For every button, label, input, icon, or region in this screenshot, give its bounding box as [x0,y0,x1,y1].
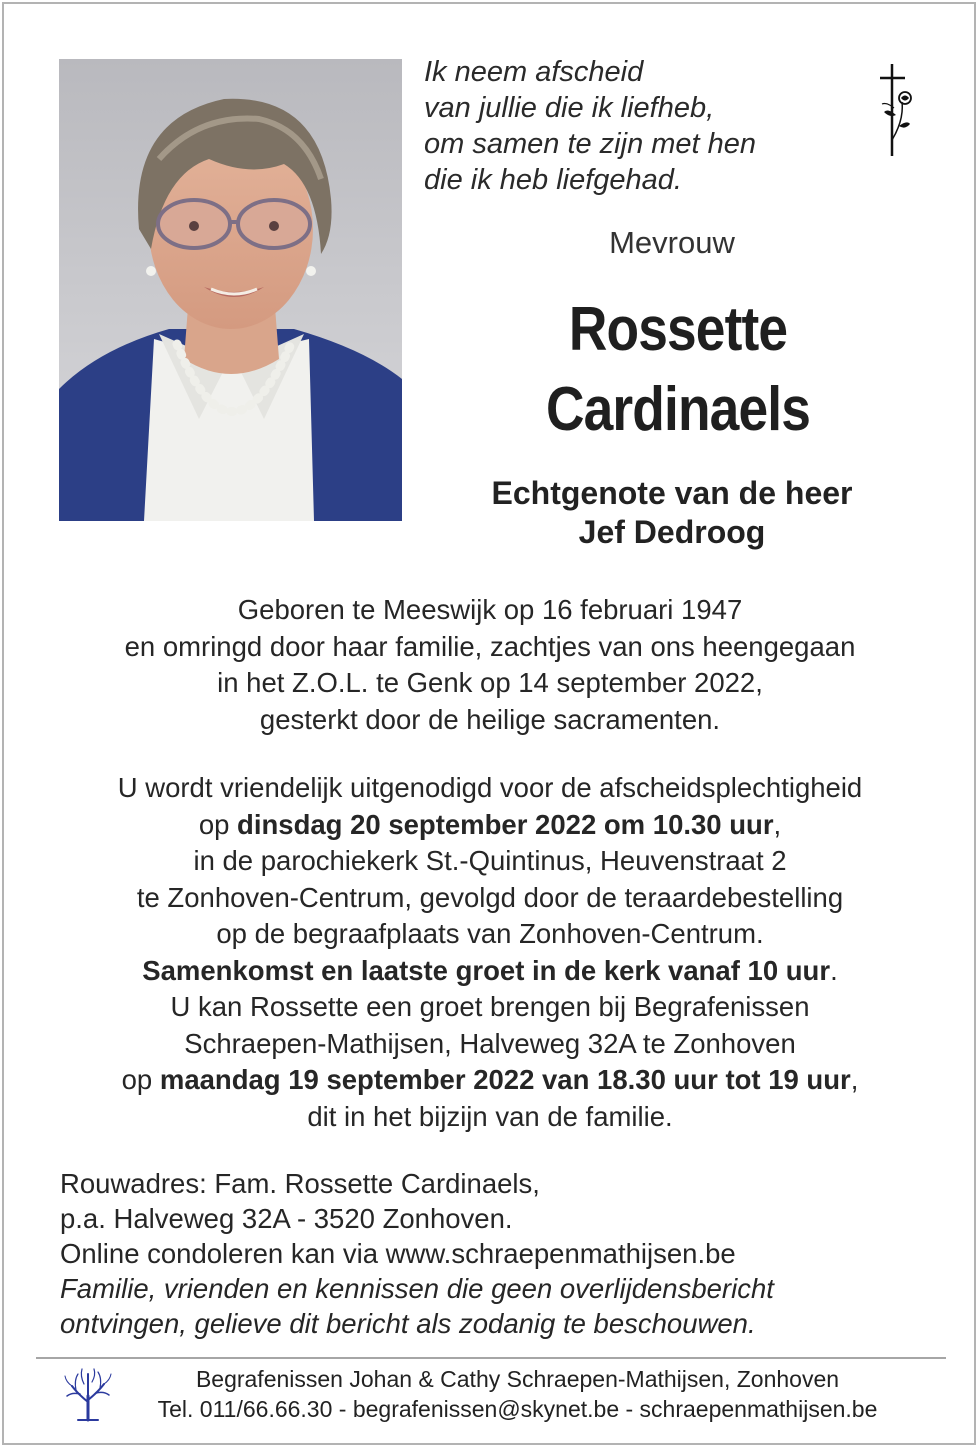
text-line: Schraepen-Mathijsen, Halveweg 32A te Zonhoven [184,1027,796,1059]
funeral-home-contact: Tel. 011/66.66.30 - begrafenissen@skynet.be - schraepenmathijsen.be [157,1396,878,1422]
text-line: en omringd door haar familie, zachtjes van ons heengegaan [124,630,856,662]
text-line [30,953,950,990]
text-line [30,1062,950,1099]
notice-line: ontvingen, gelieve dit bericht als zodanig te beschouwen. [60,1308,756,1339]
text-fragment: , [773,808,782,840]
gathering-info: Samenkomst en laatste groet in de kerk vanaf 10 uur [142,954,831,986]
last-name: Cardinaels [545,375,811,444]
condolence-link[interactable]: Online condoleren kan via www.schraepenmathijsen.be [60,1238,736,1269]
text-line [30,807,950,844]
address-block [60,1166,940,1341]
text-line: te Zonhoven-Centrum, gevolgd door de teraardebestelling [136,881,844,913]
funeral-home-name: Begrafenissen Johan & Cathy Schraepen-Mathijsen, Zonhoven [195,1366,840,1392]
portrait-photo [59,59,402,521]
spouse-name: Jef Dedroog [578,514,766,550]
text-line: dit in het bijzijn van de familie. [307,1100,673,1132]
postal-address: p.a. Halveweg 32A - 3520 Zonhoven. [60,1203,513,1234]
text-fragment: . [830,954,838,986]
birth-death-block [30,592,950,738]
text-line: Geboren te Meeswijk op 16 februari 1947 [237,594,743,625]
mourning-address: Rouwadres: Fam. Rossette Cardinaels, [60,1168,540,1199]
poem-line: die ik heb liefgehad. [424,164,682,196]
spouse-line: Echtgenote van de heer [491,475,853,511]
footer-divider [36,1357,946,1359]
cross-icon [872,60,922,160]
text-line: in het Z.O.L. te Genk op 14 september 2022, [217,667,763,698]
text-line: op de begraafplaats van Zonhoven-Centrum. [216,918,764,949]
poem [424,54,844,198]
footer [110,1364,925,1424]
text-line: U wordt vriendelijk uitgenodigd voor de afscheidsplechtigheid [117,772,863,803]
ceremony-datetime: dinsdag 20 september 2022 om 10.30 uur [237,808,774,840]
text-fragment: op [198,808,238,840]
spouse-info [420,474,924,552]
ceremony-block [30,770,950,1135]
text-fragment: , [850,1064,859,1095]
text-fragment: op [121,1064,160,1095]
text-line: in de parochiekerk St.-Quintinus, Heuvenstraat 2 [193,845,787,876]
first-name: Rossette [568,295,788,364]
poem-line: Ik neem afscheid [424,56,644,88]
text-line: U kan Rossette een groet brengen bij Begrafenissen [170,991,810,1022]
poem-line: om samen te zijn met hen [424,128,757,160]
visitation-datetime: maandag 19 september 2022 van 18.30 uur tot 19 uur [159,1064,851,1095]
poem-line: van jullie die ik liefheb, [424,92,715,124]
notice-line: Familie, vrienden en kennissen die geen overlijdensbericht [60,1273,774,1304]
tree-logo-icon [62,1366,114,1422]
text-line: gesterkt door de heilige sacramenten. [259,703,721,735]
honorific: Mevrouw [609,225,735,260]
